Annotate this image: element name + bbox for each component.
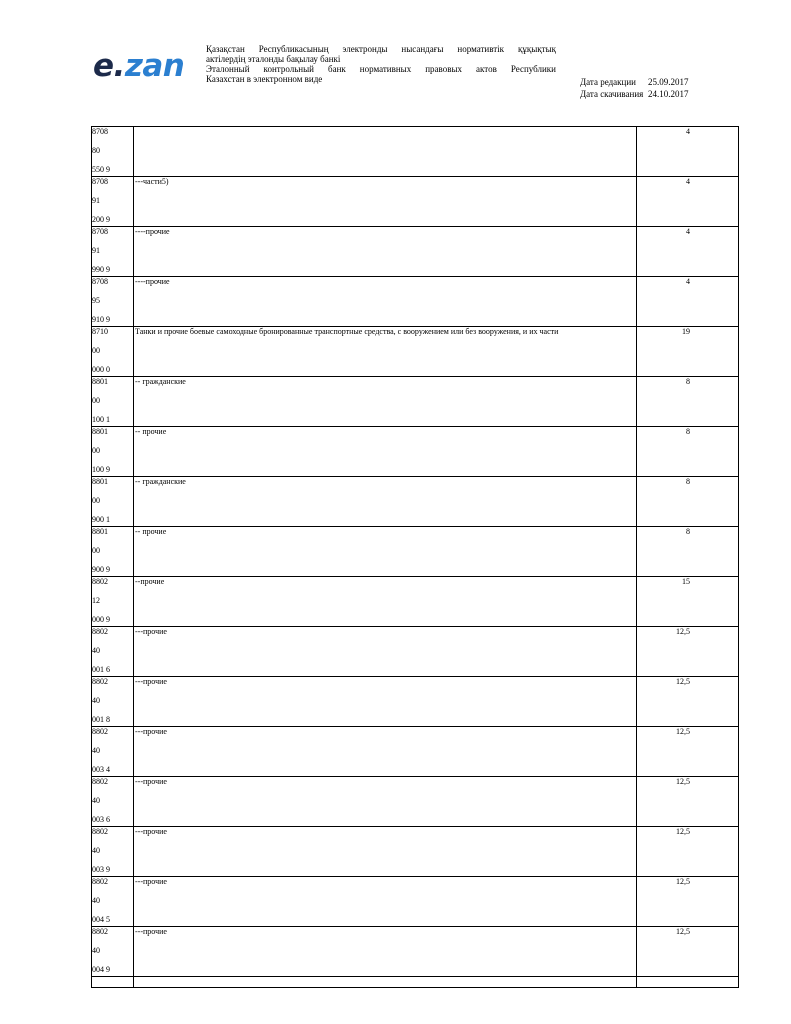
code-cell <box>92 327 134 377</box>
code-part: 004 5 <box>92 915 110 924</box>
code-part: 100 1 <box>92 415 110 424</box>
code-cell <box>92 227 134 277</box>
description-cell <box>134 327 637 377</box>
table-row <box>92 427 739 477</box>
code-part: 8802 <box>92 827 108 836</box>
code-lines <box>92 727 133 775</box>
empty-cell <box>134 977 637 988</box>
description-cell <box>134 927 637 977</box>
logo-zan: zan <box>124 48 185 84</box>
rate-value: 12,5 <box>676 677 690 686</box>
code-cell <box>92 727 134 777</box>
header-line-kz-1: Қазақстан Республикасының электронды нысандағы нормативтік құқықтық <box>206 44 556 54</box>
description-text: ---прочие <box>135 627 167 636</box>
code-cell <box>92 177 134 227</box>
tariff-table <box>91 126 739 988</box>
description-text: ----прочие <box>135 277 170 286</box>
rate-value: 12,5 <box>676 627 690 636</box>
description-text: ----прочие <box>135 227 170 236</box>
table-row <box>92 327 739 377</box>
code-part: 900 9 <box>92 565 110 574</box>
code-part: 8708 <box>92 277 108 286</box>
empty-cell <box>92 977 134 988</box>
code-part: 8801 <box>92 527 108 536</box>
code-part: 000 9 <box>92 615 110 624</box>
description-text: ---части5) <box>135 177 169 186</box>
code-part: 990 9 <box>92 265 110 274</box>
rate-value: 12,5 <box>676 727 690 736</box>
rate-cell <box>637 477 739 527</box>
code-cell <box>92 277 134 327</box>
rate-cell <box>637 227 739 277</box>
description-cell <box>134 727 637 777</box>
code-part: 900 1 <box>92 515 110 524</box>
header-line-ru-2: Казахстан в электронном виде <box>206 74 323 84</box>
description-cell <box>134 627 637 677</box>
code-part: 8802 <box>92 727 108 736</box>
rate-cell <box>637 327 739 377</box>
rate-cell <box>637 627 739 677</box>
tariff-table-body <box>92 127 739 988</box>
table-row <box>92 627 739 677</box>
code-part: 8802 <box>92 777 108 786</box>
rate-value: 19 <box>682 327 690 336</box>
code-cell <box>92 777 134 827</box>
code-cell <box>92 377 134 427</box>
rate-cell <box>637 527 739 577</box>
code-cell <box>92 127 134 177</box>
rate-value: 4 <box>686 227 690 236</box>
description-text: -- гражданские <box>135 377 186 386</box>
rate-value: 8 <box>686 477 690 486</box>
code-part: 8708 <box>92 127 108 136</box>
code-part: 80 <box>92 146 100 155</box>
logo-e: e. <box>93 48 125 84</box>
code-cell <box>92 627 134 677</box>
rate-value: 12,5 <box>676 827 690 836</box>
code-part: 8802 <box>92 877 108 886</box>
code-part: 40 <box>92 746 100 755</box>
code-cell <box>92 677 134 727</box>
description-text: ---прочие <box>135 777 167 786</box>
description-cell <box>134 477 637 527</box>
code-part: 00 <box>92 546 100 555</box>
code-part: 95 <box>92 296 100 305</box>
code-lines <box>92 777 133 825</box>
code-part: 001 6 <box>92 665 110 674</box>
code-lines <box>92 427 133 475</box>
rate-cell <box>637 727 739 777</box>
ezan-logo <box>93 46 188 86</box>
table-row-empty <box>92 977 739 988</box>
code-part: 40 <box>92 946 100 955</box>
rate-value: 15 <box>682 577 690 586</box>
table-row <box>92 577 739 627</box>
code-lines <box>92 277 133 325</box>
description-text: ---прочие <box>135 677 167 686</box>
code-part: 8802 <box>92 627 108 636</box>
rate-value: 8 <box>686 377 690 386</box>
description-cell <box>134 677 637 727</box>
code-lines <box>92 377 133 425</box>
code-part: 004 9 <box>92 965 110 974</box>
empty-cell <box>637 977 739 988</box>
code-part: 8802 <box>92 677 108 686</box>
code-part: 200 9 <box>92 215 110 224</box>
description-text: -- гражданские <box>135 477 186 486</box>
code-part: 40 <box>92 896 100 905</box>
rate-value: 12,5 <box>676 927 690 936</box>
code-lines <box>92 177 133 225</box>
rate-cell <box>637 827 739 877</box>
code-part: 00 <box>92 346 100 355</box>
code-part: 91 <box>92 246 100 255</box>
rate-value: 8 <box>686 527 690 536</box>
rate-value: 8 <box>686 427 690 436</box>
table-row <box>92 777 739 827</box>
rate-cell <box>637 677 739 727</box>
rate-value: 4 <box>686 127 690 136</box>
code-part: 001 8 <box>92 715 110 724</box>
header-text <box>206 44 556 84</box>
rate-cell <box>637 177 739 227</box>
description-text: Танки и прочие боевые самоходные бронированные транспортные средства, с вооружением или без вооружения, и их части <box>135 327 559 336</box>
rate-value: 12,5 <box>676 777 690 786</box>
description-cell <box>134 227 637 277</box>
code-lines <box>92 677 133 725</box>
description-cell <box>134 527 637 577</box>
description-text: -- прочие <box>135 427 167 436</box>
download-date-row <box>580 88 689 100</box>
code-cell <box>92 577 134 627</box>
code-cell <box>92 927 134 977</box>
code-part: 40 <box>92 796 100 805</box>
description-text: ---прочие <box>135 727 167 736</box>
code-lines <box>92 477 133 525</box>
rate-cell <box>637 427 739 477</box>
code-part: 12 <box>92 596 100 605</box>
rate-value: 4 <box>686 177 690 186</box>
code-part: 100 9 <box>92 465 110 474</box>
code-part: 40 <box>92 696 100 705</box>
table-row <box>92 927 739 977</box>
table-row <box>92 227 739 277</box>
rate-value: 12,5 <box>676 877 690 886</box>
table-row <box>92 827 739 877</box>
code-cell <box>92 877 134 927</box>
header-line-ru-1: Эталонный контрольный банк нормативных правовых актов Республики <box>206 64 556 74</box>
table-row <box>92 127 739 177</box>
code-lines <box>92 877 133 925</box>
header-line-kz-2: актілердің эталонды бақылау банкі <box>206 54 341 64</box>
code-cell <box>92 427 134 477</box>
description-text: ---прочие <box>135 877 167 886</box>
code-cell <box>92 527 134 577</box>
code-part: 8801 <box>92 477 108 486</box>
description-cell <box>134 827 637 877</box>
description-cell <box>134 277 637 327</box>
code-part: 8801 <box>92 377 108 386</box>
rate-cell <box>637 927 739 977</box>
description-cell <box>134 427 637 477</box>
edition-date-label: Дата редакции <box>580 77 636 87</box>
rate-cell <box>637 277 739 327</box>
download-date-value: 24.10.2017 <box>648 89 689 99</box>
rate-cell <box>637 127 739 177</box>
code-part: 003 6 <box>92 815 110 824</box>
description-cell <box>134 777 637 827</box>
code-part: 00 <box>92 496 100 505</box>
code-lines <box>92 127 133 175</box>
rate-value: 4 <box>686 277 690 286</box>
code-part: 8708 <box>92 227 108 236</box>
description-cell <box>134 177 637 227</box>
code-lines <box>92 577 133 625</box>
table-row <box>92 677 739 727</box>
code-part: 003 4 <box>92 765 110 774</box>
code-part: 000 0 <box>92 365 110 374</box>
code-lines <box>92 227 133 275</box>
edition-date-value: 25.09.2017 <box>648 77 689 87</box>
code-lines <box>92 827 133 875</box>
description-text: ---прочие <box>135 927 167 936</box>
description-text: -- прочие <box>135 527 167 536</box>
code-part: 00 <box>92 396 100 405</box>
code-lines <box>92 627 133 675</box>
rate-cell <box>637 377 739 427</box>
code-part: 910 9 <box>92 315 110 324</box>
code-part: 003 9 <box>92 865 110 874</box>
code-part: 40 <box>92 846 100 855</box>
code-part: 40 <box>92 646 100 655</box>
download-date-label: Дата скачивания <box>580 89 644 99</box>
rate-cell <box>637 577 739 627</box>
code-cell <box>92 477 134 527</box>
table-row <box>92 277 739 327</box>
description-cell <box>134 377 637 427</box>
table-row <box>92 477 739 527</box>
code-part: 8802 <box>92 577 108 586</box>
rate-cell <box>637 877 739 927</box>
description-cell <box>134 127 637 177</box>
code-part: 8708 <box>92 177 108 186</box>
code-part: 8802 <box>92 927 108 936</box>
table-row <box>92 177 739 227</box>
code-part: 91 <box>92 196 100 205</box>
description-cell <box>134 877 637 927</box>
table-row <box>92 877 739 927</box>
code-lines <box>92 927 133 975</box>
table-row <box>92 727 739 777</box>
table-row <box>92 527 739 577</box>
description-text: ---прочие <box>135 827 167 836</box>
code-lines <box>92 327 133 375</box>
description-text: --прочие <box>135 577 165 586</box>
edition-date-row <box>580 76 689 88</box>
code-lines <box>92 527 133 575</box>
header-dates <box>580 76 689 100</box>
code-part: 550 9 <box>92 165 110 174</box>
code-part: 00 <box>92 446 100 455</box>
table-row <box>92 377 739 427</box>
code-part: 8710 <box>92 327 108 336</box>
rate-cell <box>637 777 739 827</box>
code-cell <box>92 827 134 877</box>
description-cell <box>134 577 637 627</box>
code-part: 8801 <box>92 427 108 436</box>
